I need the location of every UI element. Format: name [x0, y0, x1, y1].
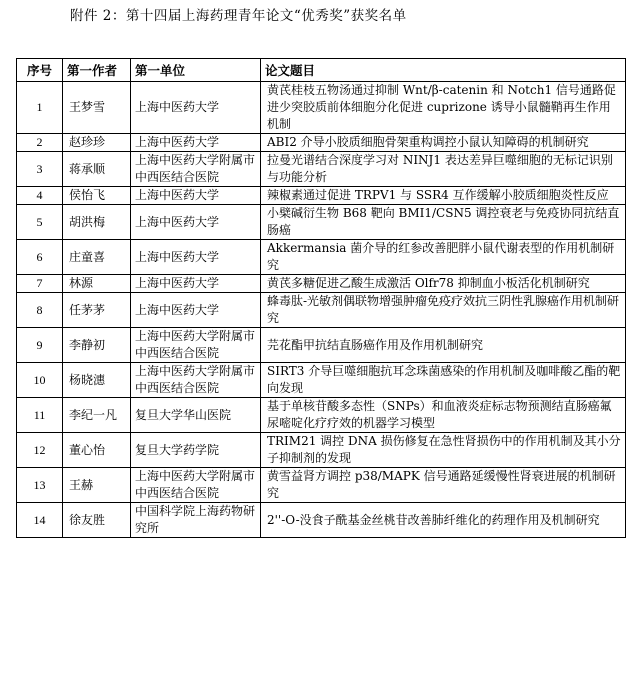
- cell-no: 6: [17, 240, 63, 275]
- cell-title: 蜂毒肽-光敏剂偶联物增强肿瘤免疫疗效抗三阴性乳腺癌作用机制研究: [261, 293, 626, 328]
- cell-title: 黄芪多糖促进乙酸生成激活 Olfr78 抑制血小板活化机制研究: [261, 275, 626, 293]
- header-author: 第一作者: [63, 59, 131, 82]
- table-row: [17, 82, 626, 134]
- cell-unit: 上海中医药大学: [131, 134, 261, 152]
- cell-author: 侯怡飞: [63, 187, 131, 205]
- cell-author: 徐友胜: [63, 503, 131, 538]
- cell-no: 7: [17, 275, 63, 293]
- cell-unit: 上海中医药大学: [131, 187, 261, 205]
- cell-title: 芫花酯甲抗结直肠癌作用及作用机制研究: [261, 328, 626, 363]
- cell-no: 14: [17, 503, 63, 538]
- cell-no: 12: [17, 433, 63, 468]
- cell-no: 13: [17, 468, 63, 503]
- cell-title: 黄雪益肾方调控 p38/MAPK 信号通路延缓慢性肾衰进展的机制研究: [261, 468, 626, 503]
- cell-author: 董心怡: [63, 433, 131, 468]
- cell-no: 4: [17, 187, 63, 205]
- table-row: [17, 152, 626, 187]
- cell-title: ABI2 介导小胶质细胞骨架重构调控小鼠认知障碍的机制研究: [261, 134, 626, 152]
- cell-unit: 复旦大学华山医院: [131, 398, 261, 433]
- cell-author: 胡洪梅: [63, 205, 131, 240]
- cell-no: 10: [17, 363, 63, 398]
- cell-unit: 上海中医药大学: [131, 275, 261, 293]
- table-row: [17, 275, 626, 293]
- cell-no: 9: [17, 328, 63, 363]
- cell-author: 王赫: [63, 468, 131, 503]
- cell-title: TRIM21 调控 DNA 损伤修复在急性肾损伤中的作用机制及其小分子抑制剂的发现: [261, 433, 626, 468]
- cell-title: 基于单核苷酸多态性（SNPs）和血液炎症标志物预测结直肠癌氟尿嘧啶化疗疗效的机器学习模型: [261, 398, 626, 433]
- cell-no: 11: [17, 398, 63, 433]
- cell-unit: 上海中医药大学: [131, 205, 261, 240]
- cell-author: 李静初: [63, 328, 131, 363]
- cell-author: 庄童喜: [63, 240, 131, 275]
- cell-unit: 上海中医药大学: [131, 82, 261, 134]
- award-table: [16, 58, 626, 538]
- table-row: [17, 205, 626, 240]
- cell-author: 任茅茅: [63, 293, 131, 328]
- cell-no: 3: [17, 152, 63, 187]
- cell-unit: 上海中医药大学附属市中西医结合医院: [131, 468, 261, 503]
- header-unit: 第一单位: [131, 59, 261, 82]
- table-row: [17, 363, 626, 398]
- table-row: [17, 328, 626, 363]
- cell-author: 杨晓潓: [63, 363, 131, 398]
- table-row: [17, 293, 626, 328]
- table-row: [17, 503, 626, 538]
- cell-title: 2''-O-没食子酰基金丝桃苷改善肺纤维化的药理作用及机制研究: [261, 503, 626, 538]
- cell-unit: 上海中医药大学: [131, 240, 261, 275]
- cell-author: 林源: [63, 275, 131, 293]
- cell-author: 赵珍珍: [63, 134, 131, 152]
- cell-title: 拉曼光谱结合深度学习对 NINJ1 表达差异巨噬细胞的无标记识别与功能分析: [261, 152, 626, 187]
- table-header-row: [17, 59, 626, 82]
- table-row: [17, 187, 626, 205]
- cell-unit: 上海中医药大学附属市中西医结合医院: [131, 328, 261, 363]
- cell-unit: 中国科学院上海药物研究所: [131, 503, 261, 538]
- table-row: [17, 134, 626, 152]
- cell-unit: 复旦大学药学院: [131, 433, 261, 468]
- header-no: 序号: [17, 59, 63, 82]
- cell-no: 1: [17, 82, 63, 134]
- cell-no: 2: [17, 134, 63, 152]
- cell-author: 蒋承顺: [63, 152, 131, 187]
- cell-title: SIRT3 介导巨噬细胞抗耳念珠菌感染的作用机制及咖啡酸乙酯的靶向发现: [261, 363, 626, 398]
- table-row: [17, 398, 626, 433]
- document-title: 附件 2：第十四届上海药理青年论文“优秀奖”获奖名单: [70, 8, 407, 24]
- cell-unit: 上海中医药大学附属市中西医结合医院: [131, 152, 261, 187]
- header-title: 论文题目: [261, 59, 626, 82]
- cell-title: 黄芪桂枝五物汤通过抑制 Wnt/β-catenin 和 Notch1 信号通路促进少突胶质前体细胞分化促进 cuprizone 诱导小鼠髓鞘再生作用机制: [261, 82, 626, 134]
- cell-author: 李纪一凡: [63, 398, 131, 433]
- cell-unit: 上海中医药大学: [131, 293, 261, 328]
- cell-no: 5: [17, 205, 63, 240]
- cell-author: 王梦雪: [63, 82, 131, 134]
- cell-unit: 上海中医药大学附属市中西医结合医院: [131, 363, 261, 398]
- table-row: [17, 468, 626, 503]
- cell-title: Akkermansia 菌介导的红参改善肥胖小鼠代谢表型的作用机制研究: [261, 240, 626, 275]
- cell-title: 小檗碱衍生物 B68 靶向 BMI1/CSN5 调控衰老与免疫协同抗结直肠癌: [261, 205, 626, 240]
- table-row: [17, 240, 626, 275]
- table-row: [17, 433, 626, 468]
- cell-title: 辣椒素通过促进 TRPV1 与 SSR4 互作缓解小胶质细胞炎性反应: [261, 187, 626, 205]
- cell-no: 8: [17, 293, 63, 328]
